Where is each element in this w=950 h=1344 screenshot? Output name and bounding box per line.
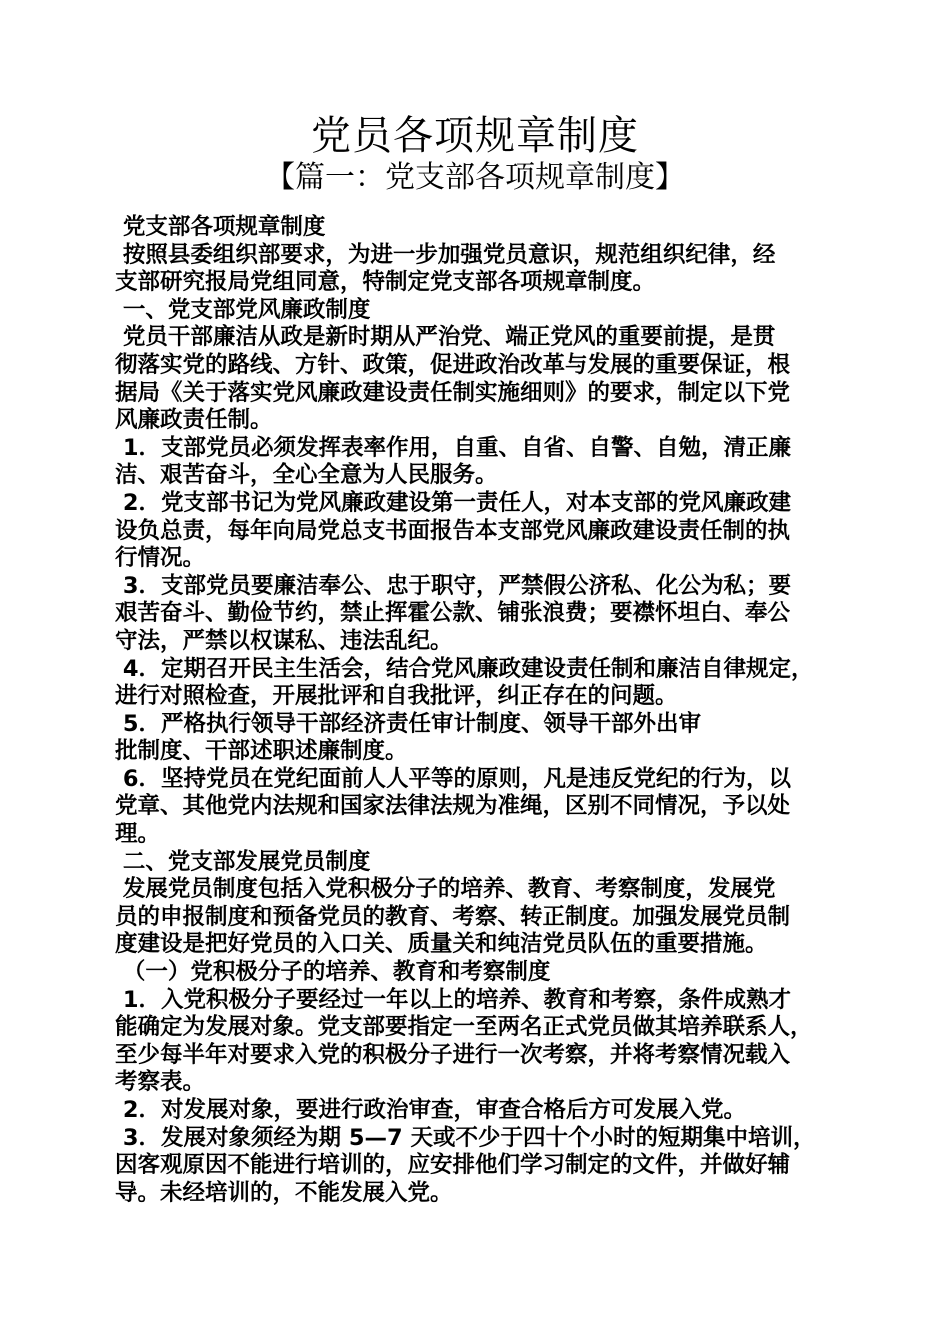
body-line: 进行对照检查，开展批评和自我批评，纠正存在的问题。 — [115, 683, 678, 710]
body-line: 3．支部党员要廉洁奉公、忠于职守，严禁假公济私、化公为私；要 — [115, 572, 791, 599]
body-line: 批制度、干部述职述廉制度。 — [115, 738, 408, 765]
body-line: 行情况。 — [115, 545, 206, 572]
body-line: 党支部各项规章制度 — [115, 214, 326, 240]
body-line: 彻落实党的路线、方针、政策，促进政治改革与发展的重要保证，根 — [115, 351, 791, 378]
body-line: 党章、其他党内法规和国家法律法规为准绳，区别不同情况，予以处 — [115, 793, 791, 820]
body-line: 1．支部党员必须发挥表率作用，自重、自省、自警、自勉，清正廉 — [115, 434, 791, 461]
body-line: 考察表。 — [115, 1069, 206, 1096]
body-line: 3．发展对象须经为期 5—7 天或不少于四十个小时的短期集中培训， — [115, 1124, 816, 1151]
body-line: 因客观原因不能进行培训的，应安排他们学习制定的文件，并做好辅 — [115, 1152, 791, 1179]
body-line: 艰苦奋斗、勤俭节约，禁止挥霍公款、铺张浪费；要襟怀坦白、奉公 — [115, 600, 791, 627]
document-subtitle: 【篇一：党支部各项规章制度】 — [265, 160, 685, 195]
body-line: 一、党支部党风廉政制度 — [115, 296, 371, 323]
body-line: 1．入党积极分子要经过一年以上的培养、教育和考察，条件成熟才 — [115, 986, 791, 1013]
document-body — [115, 214, 845, 1207]
body-line: 设负总责，每年向局党总支书面报告本支部党风廉政建设责任制的执 — [115, 517, 791, 544]
body-line: （一）党积极分子的培养、教育和考察制度 — [115, 959, 551, 986]
body-line: 5．严格执行领导干部经济责任审计制度、领导干部外出审 — [115, 710, 701, 737]
body-line: 按照县委组织部要求，为进一步加强党员意识，规范组织纪律，经 — [115, 241, 776, 268]
body-line: 员的申报制度和预备党员的教育、考察、转正制度。加强发展党员制 — [115, 903, 791, 930]
body-line: 6．坚持党员在党纪面前人人平等的原则，凡是违反党纪的行为，以 — [115, 765, 791, 792]
body-line: 4．定期召开民主生活会，结合党风廉政建设责任制和廉洁自律规定， — [115, 655, 814, 682]
body-line: 理。 — [115, 821, 161, 848]
document-title: 党员各项规章制度 — [311, 113, 639, 159]
body-line: 据局《关于落实党风廉政建设责任制实施细则》的要求，制定以下党 — [115, 379, 791, 406]
body-line: 2．对发展对象，要进行政治审查，审查合格后方可发展入党。 — [115, 1097, 746, 1123]
body-line: 风廉政责任制。 — [115, 407, 273, 434]
body-line: 能确定为发展对象。党支部要指定一至两名正式党员做其培养联系人， — [115, 1014, 813, 1041]
body-line: 洁、艰苦奋斗，全心全意为人民服务。 — [115, 462, 498, 489]
body-line: 二、党支部发展党员制度 — [115, 848, 371, 875]
body-line: 守法，严禁以权谋私、违法乱纪。 — [115, 627, 453, 654]
body-line: 发展党员制度包括入党积极分子的培养、教育、考察制度，发展党 — [115, 876, 776, 903]
body-line: 2．党支部书记为党风廉政建设第一责任人，对本支部的党风廉政建 — [115, 489, 791, 516]
body-line: 至少每半年对要求入党的积极分子进行一次考察，并将考察情况载入 — [115, 1041, 791, 1068]
body-line: 支部研究报局党组同意，特制定党支部各项规章制度。 — [115, 269, 656, 296]
body-line: 度建设是把好党员的入口关、质量关和纯洁党员队伍的重要措施。 — [115, 931, 768, 958]
body-line: 导。未经培训的，不能发展入党。 — [115, 1179, 453, 1206]
body-line: 党员干部廉洁从政是新时期从严治党、端正党风的重要前提，是贯 — [115, 324, 776, 351]
